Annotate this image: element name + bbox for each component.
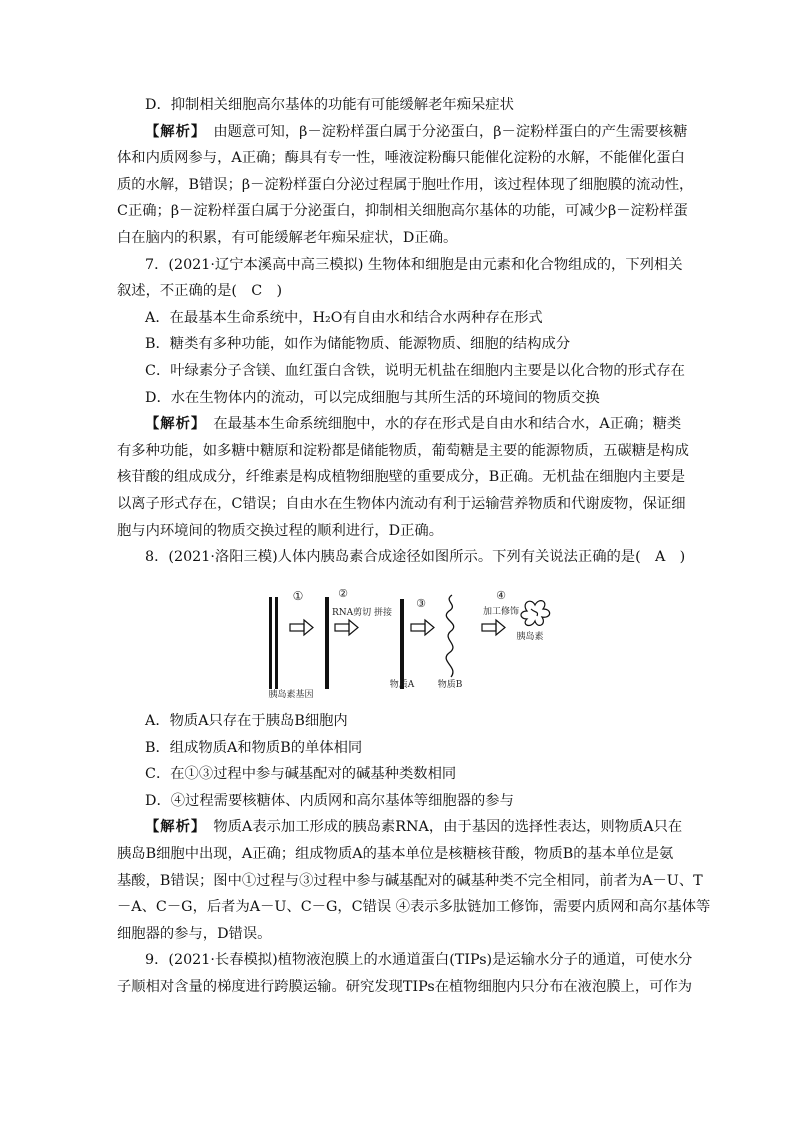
text-line [145, 388, 705, 408]
text-line [145, 547, 705, 567]
line-text: 质的水解，B错误；β－淀粉样蛋白分泌过程属于胞吐作用，该过程体现了细胞膜的流动性， [117, 176, 694, 193]
line-text: 基酸，B错误；图中①过程与③过程中参与碱基配对的碱基种类不完全相同，前者为A－U、T [117, 872, 703, 889]
line-text: 9．(2021·长春模拟)植物液泡膜上的水通道蛋白(TIPs)是运输水分子的通道，可使水分 [145, 952, 693, 969]
gene-strand-2 [275, 597, 278, 689]
insulin-synthesis-diagram [265, 589, 555, 701]
insulin-molecule-icon [521, 601, 550, 626]
line-text: D．④过程需要核糖体、内质网和高尔基体等细胞器的参与 [145, 792, 514, 809]
text-line [145, 255, 705, 275]
substance-a-label: 物质A [389, 680, 415, 690]
line-text: －A、C－G，后者为A－U、C－G，C错误 ④表示多肽链加工修饰，需要内质网和高尔基体等 [117, 899, 711, 916]
line-text: C．叶绿素分子含镁、血红蛋白含铁，说明无机盐在细胞内主要是以化合物的形式存在 [145, 363, 685, 379]
step2-label: ② [338, 589, 348, 600]
step4-text: 加工修饰 [482, 607, 520, 617]
line-text: 以离子形式存在，C错误；自由水在生物体内流动有利于运输营养物质和代谢废物，保证细 [117, 496, 686, 512]
arrow-1-icon [290, 620, 313, 635]
line-text: C正确；β－淀粉样蛋白属于分泌蛋白，抑制相关细胞高尔基体的功能，可减少β－淀粉样蛋 [117, 203, 688, 220]
substance-b-label: 物质B [437, 680, 463, 690]
text-line [145, 361, 705, 381]
text-line [117, 201, 688, 221]
text-line [117, 441, 689, 461]
text-line [117, 494, 686, 514]
text-line [145, 950, 705, 970]
line-text: 白在脑内的积累，有可能缓解老年痴呆症状，D正确。 [117, 230, 458, 246]
step3-label: ③ [416, 597, 426, 610]
line-text: D．抑制相关细胞高尔基体的功能有可能缓解老年痴呆症状 [145, 97, 514, 113]
line-text: 8．(2021·洛阳三模)人体内胰岛素合成途径如图所示。下列有关说法正确的是( A ) [145, 549, 686, 566]
text-line [117, 871, 703, 891]
text-line [145, 95, 705, 115]
text-line [145, 738, 705, 758]
step2-text: RNA剪切 拼接 [331, 608, 393, 618]
line-text: A．物质A只存在于胰岛B细胞内 [145, 713, 348, 729]
text-line [145, 711, 705, 731]
text-line [117, 148, 685, 168]
line-text: 在最基本生命系统细胞中，水的存在形式是自由水和结合水，A正确；糖类 [199, 416, 682, 433]
line-text: 体和内质网参与，A正确；酶具有专一性，唾液淀粉酶只能催化淀粉的水解，不能催化蛋白 [117, 150, 685, 167]
text-line [145, 122, 705, 142]
text-line [117, 467, 686, 487]
text-line [117, 844, 677, 864]
text-line [145, 414, 705, 434]
line-text: 核苷酸的组成成分，纤维素是构成植物细胞壁的重要成分，B正确。无机盐在细胞内主要是 [117, 469, 686, 486]
analysis-tag: 【解析】 [145, 416, 200, 433]
line-text: 由题意可知，β－淀粉样蛋白属于分泌蛋白，β－淀粉样蛋白的产生需要核糖 [199, 123, 688, 140]
line-text: B．组成物质A和物质B的单体相同 [145, 739, 363, 756]
line-text: 叙述，不正确的是( C ) [117, 283, 283, 300]
line-text: 物质A表示加工形成的胰岛素RNA，由于基因的选择性表达，则物质A只在 [199, 819, 683, 836]
text-line [117, 228, 677, 248]
text-line [145, 791, 705, 811]
text-line [117, 281, 677, 301]
gene-label: 胰岛素基因 [268, 690, 314, 700]
text-line [117, 977, 693, 997]
step4-label: ④ [496, 589, 506, 602]
line-text: 有多种功能，如多糖中糖原和淀粉都是储能物质，葡萄糖是主要的能源物质，五碳糖是构成 [117, 442, 689, 459]
polypeptide-chain-icon [446, 595, 454, 677]
text-line [145, 764, 705, 784]
line-text: 7．(2021·辽宁本溪高中高三模拟) 生物体和细胞是由元素和化合物组成的，下列相关 [145, 256, 683, 273]
line-text: C．在①③过程中参与碱基配对的碱基种类数相同 [145, 766, 457, 783]
line-text: 胰岛B细胞中出现，A正确；组成物质A的基本单位是核糖核苷酸，物质B的基本单位是氨 [117, 846, 674, 862]
step1-label: ① [292, 589, 304, 603]
line-text: A．在最基本生命系统中，H₂O有自由水和结合水两种存在形式 [145, 309, 543, 326]
text-line [117, 175, 694, 195]
arrow-4-icon [482, 620, 505, 635]
gene-strand-1 [269, 597, 272, 689]
substance-a-strand [400, 599, 404, 689]
text-line [145, 817, 705, 837]
line-text: 细胞器的参与，D错误。 [117, 925, 272, 942]
text-line [117, 897, 711, 917]
insulin-label: 胰岛素 [516, 632, 544, 642]
line-text: D．水在生物体内的流动，可以完成细胞与其所生活的环境间的物质交换 [145, 389, 600, 406]
arrow-2-icon [335, 620, 358, 635]
line-text: B．糖类有多种功能，如作为储能物质、能源物质、细胞的结构成分 [145, 336, 571, 353]
analysis-tag: 【解析】 [145, 123, 200, 140]
line-text: 子顺相对含量的梯度进行跨膜运输。研究发现TIPs在植物细胞内只分布在液泡膜上，可作为 [117, 979, 693, 995]
text-line [145, 334, 705, 354]
text-line [117, 521, 677, 541]
analysis-tag: 【解析】 [145, 819, 200, 836]
text-line [117, 924, 677, 944]
pre-mrna-strand [325, 597, 329, 689]
arrow-3-icon [411, 620, 434, 635]
text-line [145, 308, 705, 328]
line-text: 胞与内环境间的物质交换过程的顺利进行，D正确。 [117, 522, 443, 539]
